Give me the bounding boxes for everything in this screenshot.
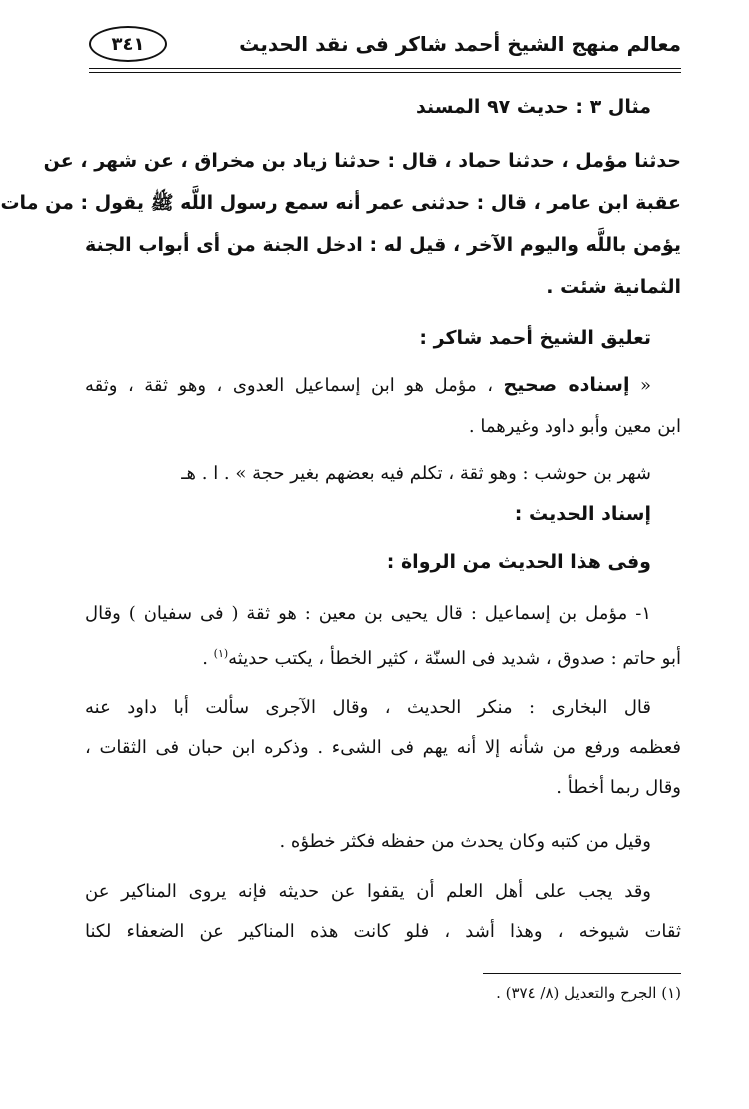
page-body <box>0 90 681 952</box>
note-line: وقد يجب على أهل العلم أن يقفوا عن حديثه فإنه يروى المناكير عن <box>85 881 651 902</box>
example-heading: مثال ٣ : حديث ٩٧ المسند <box>415 96 651 118</box>
note-paragraph-2 <box>85 872 681 952</box>
commentary-line <box>85 364 681 406</box>
narrator-line <box>85 634 681 674</box>
hadith-text <box>0 140 681 308</box>
isnad-heading: إسناد الحديث : <box>514 503 651 525</box>
narrator-1 <box>85 594 681 674</box>
bukhari-line: قال البخارى : منكر الحديث ، وقال الآجرى سألت أبا داود عنه <box>85 697 651 718</box>
commentary-heading: تعليق الشيخ أحمد شاكر : <box>419 327 651 349</box>
hadith-line: يؤمن باللَّه واليوم الآخر ، قيل له : ادخل الجنة من أى أبواب الجنة <box>85 234 681 256</box>
bukhari-paragraph <box>85 688 681 808</box>
narrator-line-text: أبو حاتم : صدوق ، شديد فى السنّة ، كثير الخطأ ، يكتب حديثه <box>228 648 681 669</box>
narrator-line: ١- مؤمل بن إسماعيل : قال يحيى بن معين : هو ثقة ( فى سفيان ) وقال <box>85 603 651 624</box>
narrators-heading: وفى هذا الحديث من الرواة : <box>386 551 651 573</box>
footnote-rule <box>483 973 681 974</box>
header-rule-bottom <box>89 72 681 73</box>
narrator-line-end: . <box>202 648 214 669</box>
note-line: ثقات شيوخه ، وهذا أشد ، فلو كانت هذه المناكير عن الضعفاء لكنا <box>85 921 681 942</box>
footnote: (١) الجرح والتعديل (٨/ ٣٧٤) . <box>496 984 681 1002</box>
page-number: ٣٤١ <box>111 33 145 55</box>
hadith-line: حدثنا مؤمل ، حدثنا حماد ، قال : حدثنا زياد بن مخراق ، عن شهر ، عن <box>43 150 681 172</box>
header-rule-top <box>89 68 681 69</box>
footnote-marker: (١) <box>213 647 229 660</box>
commentary-line1-rest: ، مؤمل هو ابن إسماعيل العدوى ، وهو ثقة ، وثقه <box>85 375 504 396</box>
hadith-line: الثمانية شئت . <box>546 276 681 298</box>
bukhari-line: فعظمه ورفع من شأنه إلا أنه يهم فى الشىء . وذكره ابن حبان فى الثقات ، <box>85 737 681 758</box>
commentary-line: ابن معين وأبو داود وغيرهما . <box>468 416 681 437</box>
page-number-badge <box>89 26 167 62</box>
note-paragraph: وقيل من كتبه وكان يحدث من حفظه فكثر خطؤه . <box>279 831 651 852</box>
running-title: معالم منهج الشيخ أحمد شاكر فى نقد الحديث <box>239 32 681 56</box>
bukhari-line: وقال ربما أخطأ . <box>556 777 681 798</box>
hadith-line: عقبة ابن عامر ، قال : حدثنى عمر أنه سمع رسول اللَّه ﷺ يقول : من مات <box>0 192 681 214</box>
quote-open: « <box>629 375 652 396</box>
page-header <box>89 26 681 70</box>
isnad-sahih: إسناده صحيح <box>503 374 630 396</box>
commentary-line: شهر بن حوشب : وهو ثقة ، تكلم فيه بعضهم بغير حجة » . ا . هـ <box>181 463 651 484</box>
commentary-text <box>85 364 681 494</box>
